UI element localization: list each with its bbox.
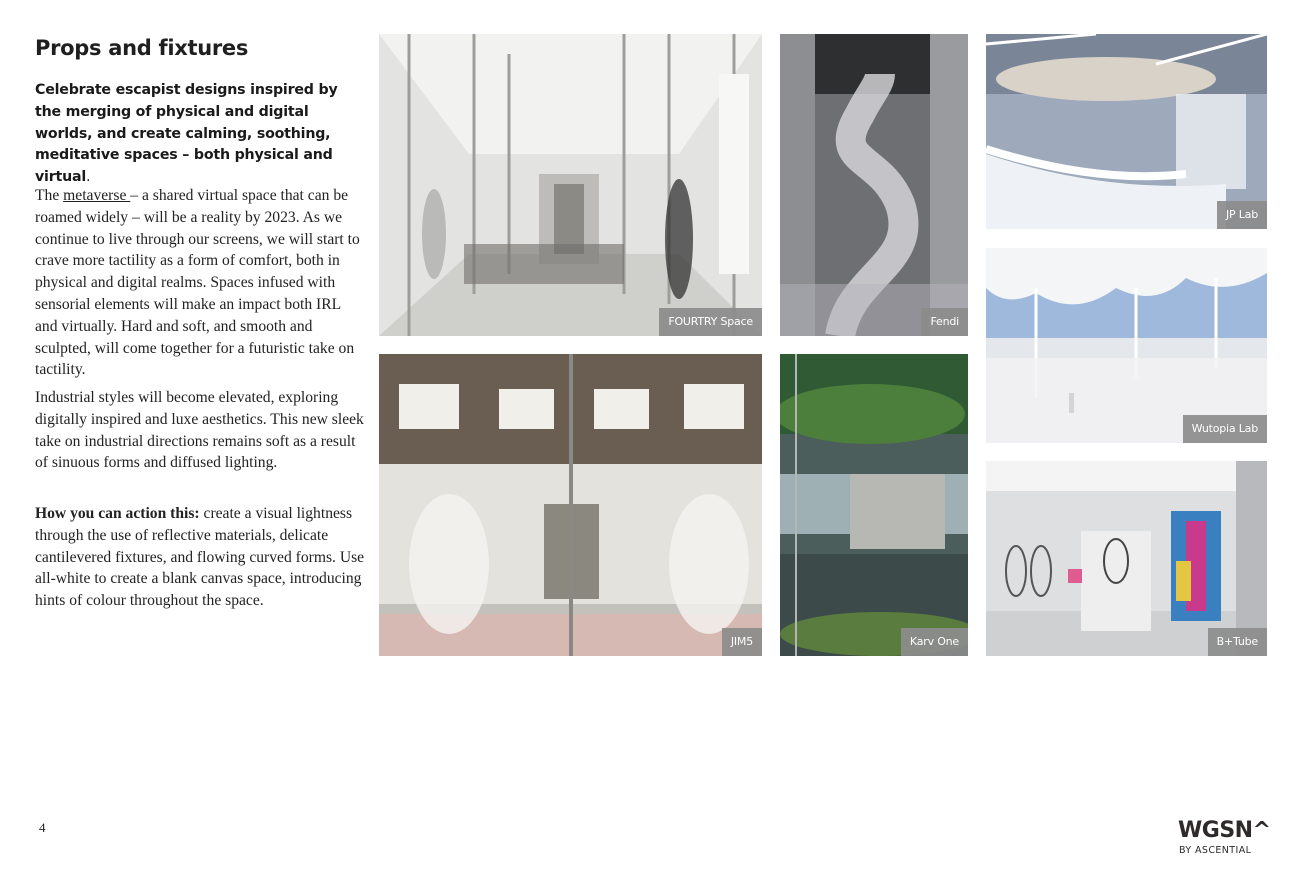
jim5-image [379,354,762,656]
body-paragraph-1 [35,185,365,381]
photo-caption: JIM5 [722,628,762,656]
photo-karv-one [780,354,968,656]
b-tube-image [986,461,1267,656]
logo-byline: BY ASCENTIAL [1179,845,1252,856]
lead-paragraph [35,80,363,189]
photo-caption: FOURTRY Space [659,308,762,336]
fourtry-space-image [379,34,762,336]
jp-lab-image [986,34,1267,229]
p1-start: The [35,187,64,204]
fendi-image [780,34,968,336]
photo-fourtry-space [379,34,762,336]
photo-jim5 [379,354,762,656]
karv-one-image [780,354,968,656]
photo-jp-lab [986,34,1267,229]
photo-caption: Fendi [921,308,968,336]
body-paragraph-2: Industrial styles will become elevated, exploring digitally inspired and luxe aesthetics. This new sleek take on industrial directions remains soft as a result of sinuous forms and diffused lighting. [35,389,364,472]
photo-caption: Wutopia Lab [1183,415,1267,443]
lead-text: Celebrate escapist designs inspired by the merging of physical and digital worlds, and create calming, soothing, meditative spaces – both physical and virtual [35,82,338,186]
metaverse-link[interactable]: metaverse [63,187,131,204]
photo-b-tube [986,461,1267,656]
page-title: Props and fixtures [35,36,249,60]
action-label: How you can action this: [35,505,200,522]
lead-end: . [86,169,91,186]
p1-rest: – a shared virtual space that can be roamed widely – will be a reality by 2023. As we continue to live through our screens, we will start to crave more tactility as a form of comfort, both in physical and digital realms. Spaces infused with sensorial elements will make an impact both IRL and virtually. Hard and soft, and smooth and sculpted, will come together for a futuristic take on tactility. [35,187,360,379]
logo-wordmark: WGSN^ [1178,818,1271,843]
page-number: 4 [39,820,46,835]
photo-caption: Karv One [901,628,968,656]
wgsn-logo [1178,818,1271,858]
p3-rest: create a visual lightness through the use of reflective materials, delicate cantilevered fixtures, and flowing curved forms. Use all-white to create a blank canvas space, introducing hints of colour throughout the space. [35,505,365,610]
photo-caption: JP Lab [1217,201,1267,229]
photo-caption: B+Tube [1208,628,1267,656]
wutopia-lab-image [986,248,1267,443]
photo-wutopia-lab [986,248,1267,443]
body-paragraph-3 [35,503,365,612]
photo-fendi [780,34,968,336]
